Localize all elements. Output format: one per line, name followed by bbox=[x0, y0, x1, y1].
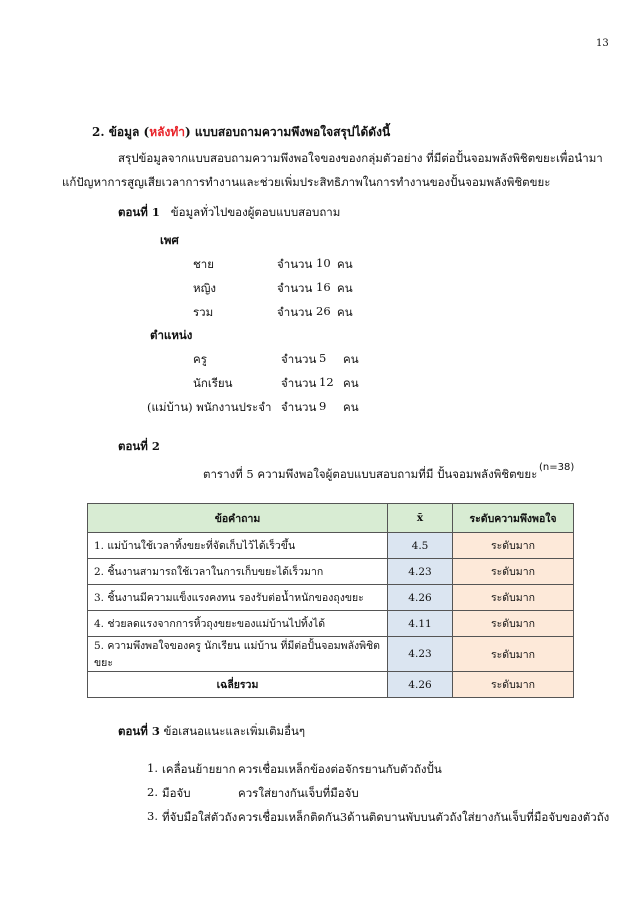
gender-title: เพศ bbox=[160, 233, 179, 247]
table-row bbox=[88, 637, 574, 672]
header-level: ระดับความพึงพอใจ bbox=[453, 504, 574, 533]
table-caption-text: ตารางที่ 5 ความพึงพอใจผู้ตอบแบบสอบถามที่มี ปั้นจอมพลังพิชิตขยะ bbox=[203, 467, 538, 481]
row-mean: 4.26 bbox=[388, 585, 453, 611]
row-mean: 4.23 bbox=[388, 637, 453, 672]
suggestion-number: 3. bbox=[147, 809, 158, 823]
table-average-row bbox=[88, 672, 574, 698]
table-row bbox=[88, 611, 574, 637]
count-value: 12 bbox=[319, 375, 334, 389]
position-name: ครู bbox=[193, 352, 207, 366]
table-caption bbox=[203, 466, 537, 484]
row-level: ระดับมาก bbox=[453, 559, 574, 585]
page-number: 13 bbox=[596, 38, 609, 49]
suggestion-topic: เคลื่อนย้ายยาก bbox=[162, 762, 236, 776]
intro-line-2: แก้ปัญหาการสูญเสียเวลาการทำงานและช่วยเพิ่มประสิทธิภาพในการทำงานของปั้นจอมพลังพิชิตขยะ bbox=[62, 175, 551, 189]
sample-size-note: (n=38) bbox=[539, 462, 575, 473]
count-value: 5 bbox=[319, 351, 327, 365]
header-question: ข้อคำถาม bbox=[88, 504, 388, 533]
row-question: 5. ความพึงพอใจของครู นักเรียน แม่บ้าน ที่มีต่อปั้นจอมพลังพิชิตขยะ bbox=[88, 637, 388, 672]
suggestion-topic: มือจับ bbox=[162, 786, 191, 800]
count-value: 10 bbox=[316, 256, 331, 270]
part1-title: ข้อมูลทั่วไปของผู้ตอบแบบสอบถาม bbox=[170, 205, 341, 219]
count-value: 9 bbox=[319, 399, 327, 413]
gender-name: รวม bbox=[193, 305, 214, 319]
suggestion-text: ควรเชื่อมเหล็กข้องต่อจักรยานกับตัวถังปั้น bbox=[238, 762, 442, 776]
part3-title: ข้อเสนอแนะและเพิ่มเติมอื่นๆ bbox=[163, 724, 306, 738]
part3-label: ตอนที่ 3 bbox=[118, 724, 160, 738]
table-row bbox=[88, 585, 574, 611]
count-label: จำนวน bbox=[277, 281, 313, 295]
intro-line-1: สรุปข้อมูลจากแบบสอบถามความพึงพอใจของของกลุ่มตัวอย่าง ที่มีต่อปั้นจอมพลังพิชิตขยะเพื่อนำมา bbox=[118, 151, 603, 165]
part1-label: ตอนที่ 1 bbox=[118, 205, 160, 219]
row-mean: 4.23 bbox=[388, 559, 453, 585]
row-question: 3. ชิ้นงานมีความแข็งแรงคงทน รองรับต่อน้ำหนักของถุงขยะ bbox=[88, 585, 388, 611]
count-label: จำนวน bbox=[281, 400, 317, 414]
count-unit: คน bbox=[337, 281, 353, 295]
suggestion-topic: ที่จับมือใส่ตัวถัง bbox=[162, 810, 238, 824]
table-row bbox=[88, 533, 574, 559]
part3-heading bbox=[118, 723, 305, 741]
part1-heading bbox=[118, 204, 340, 222]
row-mean: 4.5 bbox=[388, 533, 453, 559]
average-level: ระดับมาก bbox=[453, 672, 574, 698]
satisfaction-table bbox=[87, 503, 574, 698]
count-label: จำนวน bbox=[277, 257, 313, 271]
gender-name: ชาย bbox=[193, 257, 215, 271]
row-level: ระดับมาก bbox=[453, 611, 574, 637]
count-unit: คน bbox=[337, 305, 353, 319]
row-level: ระดับมาก bbox=[453, 533, 574, 559]
count-unit: คน bbox=[337, 257, 353, 271]
suggestion-number: 2. bbox=[147, 785, 158, 799]
header-mean: x̄ bbox=[388, 504, 453, 533]
gender-name: หญิง bbox=[193, 281, 216, 295]
part2-label: ตอนที่ 2 bbox=[118, 439, 160, 453]
row-question: 2. ชิ้นงานสามารถใช้เวลาในการเก็บขยะได้เร็วมาก bbox=[88, 559, 388, 585]
count-label: จำนวน bbox=[281, 352, 317, 366]
heading-suffix: ) แบบสอบถามความพึงพอใจสรุปได้ดังนี้ bbox=[185, 125, 391, 139]
average-mean: 4.26 bbox=[388, 672, 453, 698]
position-name: นักเรียน bbox=[193, 376, 233, 390]
row-question: 1. แม่บ้านใช้เวลาทิ้งขยะที่จัดเก็บไว้ได้เร็วขึ้น bbox=[88, 533, 388, 559]
heading-prefix: 2. ข้อมูล ( bbox=[92, 125, 150, 139]
count-unit: คน bbox=[343, 376, 359, 390]
count-unit: คน bbox=[343, 352, 359, 366]
section-heading bbox=[92, 123, 390, 142]
position-name: (แม่บ้าน) พนักงานประจำ bbox=[147, 400, 272, 414]
row-level: ระดับมาก bbox=[453, 585, 574, 611]
suggestion-text: ควรเชื่อมเหล็กติดกัน3ด้านติดบานพับบนตัวถังใส่ยางกันเจ็บที่มือจับของตัวถัง bbox=[238, 810, 610, 824]
average-label: เฉลี่ยรวม bbox=[88, 672, 388, 698]
table-row bbox=[88, 559, 574, 585]
row-level: ระดับมาก bbox=[453, 637, 574, 672]
count-label: จำนวน bbox=[277, 305, 313, 319]
table-header-row bbox=[88, 504, 574, 533]
count-unit: คน bbox=[343, 400, 359, 414]
count-value: 26 bbox=[316, 304, 331, 318]
position-title: ตำแหน่ง bbox=[150, 328, 193, 342]
heading-highlight: หลังทำ bbox=[149, 125, 186, 139]
count-label: จำนวน bbox=[281, 376, 317, 390]
row-question: 4. ช่วยลดแรงจากการหิ้วถุงขยะของแม่บ้านไปทิ้งได้ bbox=[88, 611, 388, 637]
suggestion-text: ควรใส่ยางกันเจ็บที่มือจับ bbox=[238, 786, 359, 800]
suggestion-number: 1. bbox=[147, 761, 158, 775]
count-value: 16 bbox=[316, 280, 331, 294]
row-mean: 4.11 bbox=[388, 611, 453, 637]
